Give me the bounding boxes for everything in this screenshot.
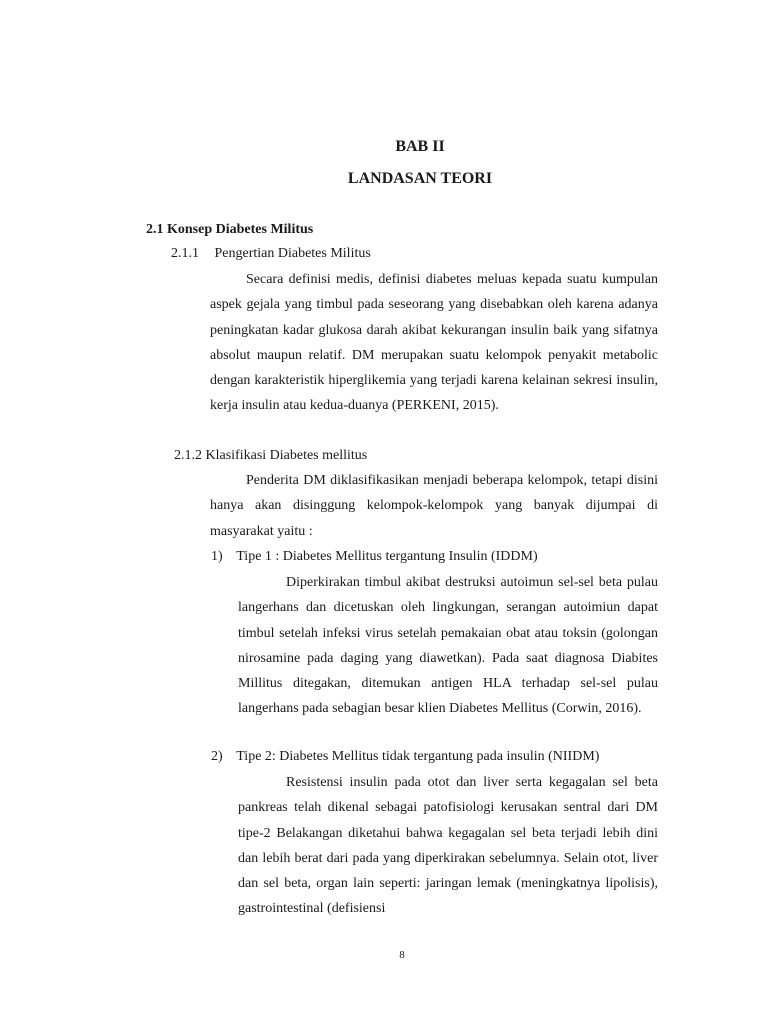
paragraph-type-2: Resistensi insulin pada otot dan liver serta kegagalan sel beta pankreas telah dikenal sebagai patofisiologi kerusakan sentral dari DM tipe-2 Belakangan diketahui bahwa kegagalan sel beta terjadi lebih dini dan lebih berat dari pada yang diperkirakan sebelumnya. Selain otot, liver dan sel beta, organ lain seperti: jaringan lemak (meningkatnya lipolisis), gastrointestinal (defisiensi [238,775,658,917]
paragraph-type-1: Diperkirakan timbul akibat destruksi autoimun sel-sel beta pulau langerhans dan dicetuskan oleh lingkungan, serangan autoimiun dapat timbul setelah infeksi virus setelah pemakaian obat atau toksin (golongan nirosamine pada daging yang diawetkan). Pada saat diagnosa Diabites Millitus ditegakan, ditemukan antigen HLA terhadap sel-sel pulau langerhans pada sebagian besar klien Diabetes Mellitus (Corwin, 2016). [238,575,658,717]
subsection-heading-2-1-2 [174,448,367,464]
list-item-number: 1) [211,549,223,564]
subsection-title: Klasifikasi Diabetes mellitus [205,448,368,463]
subsection-title: Pengertian Diabetes Militus [214,246,371,261]
subsection-number: 2.1.2 [174,448,202,463]
subsection-number: 2.1.1 [171,246,199,261]
chapter-title: LANDASAN TEORI [347,170,493,187]
list-item-type-2 [211,749,599,765]
list-item-title: Tipe 1 : Diabetes Mellitus tergantung Insulin (IDDM) [236,549,538,564]
list-item-title: Tipe 2: Diabetes Mellitus tidak tergantung pada insulin (NIIDM) [236,749,600,764]
paragraph-definition: Secara definisi medis, definisi diabetes meluas kepada suatu kumpulan aspek gejala yang timbul pada seseorang yang disebabkan oleh karena adanya peningkatan kadar glukosa darah akibat kekurangan insulin baik yang sifatnya absolut maupun relatif. DM merupakan suatu kelompok penyakit metabolic dengan karakteristik hiperglikemia yang terjadi karena kelainan sekresi insulin, kerja insulin atau kedua-duanya (PERKENI, 2015). [210,272,658,414]
chapter-label: BAB II [395,138,445,155]
subsection-heading-2-1-1 [171,246,371,262]
list-item-type-1 [211,549,538,565]
section-title: 2.1 Konsep Diabetes Militus [146,222,314,237]
paragraph-classification: Penderita DM diklasifikasikan menjadi beberapa kelompok, tetapi disini hanya akan disinggung kelompok-kelompok yang banyak dijumpai di masyarakat yaitu : [210,473,658,539]
page-number: 8 [399,949,405,961]
list-item-number: 2) [211,749,223,764]
